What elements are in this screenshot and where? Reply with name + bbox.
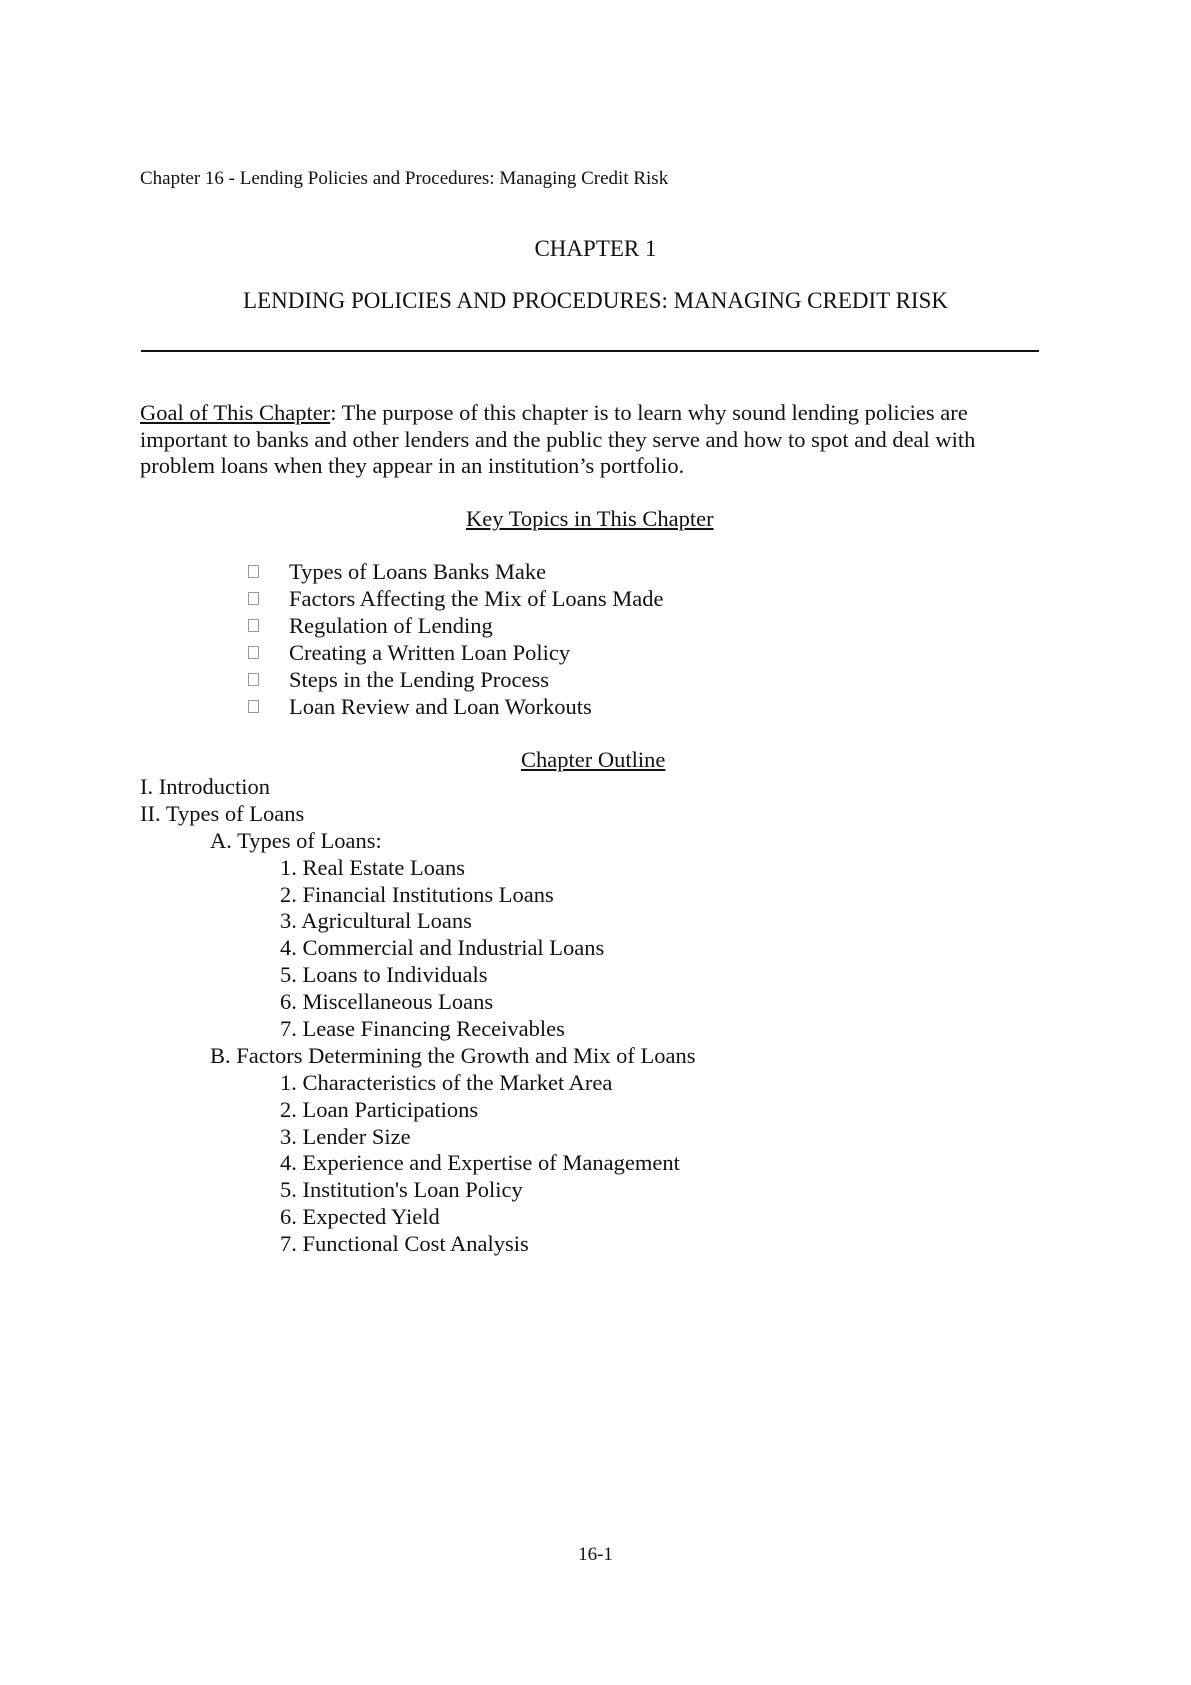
outline-line: 3. Lender Size [280, 1123, 411, 1149]
goal-text: : The purpose of this chapter is to learn why sound lending policies are important to banks and other lenders and the public they serve and how to spot and deal with problem loans when they appear in an institution’s portfolio. [140, 400, 976, 478]
key-topic-item [248, 585, 664, 612]
bullet-box-icon [248, 565, 259, 578]
outline-line: I. Introduction [140, 774, 270, 799]
outline-line: 1. Characteristics of the Market Area [280, 1069, 613, 1095]
outline-line: 5. Institution's Loan Policy [280, 1177, 523, 1203]
outline-line: B. Factors Determining the Growth and Mix of Loans [210, 1042, 696, 1068]
goal-paragraph [140, 400, 1030, 480]
chapter-label: CHAPTER 1 [534, 236, 657, 261]
key-topic-label: Creating a Written Loan Policy [289, 640, 571, 665]
title-divider [141, 350, 1039, 352]
outline-line: II. Types of Loans [140, 800, 305, 826]
outline-line: 4. Commercial and Industrial Loans [280, 935, 605, 961]
goal-label: Goal of This Chapter [140, 400, 331, 425]
outline-line: A. Types of Loans: [210, 827, 382, 853]
outline-line: 1. Real Estate Loans [280, 854, 465, 880]
key-topic-label: Loan Review and Loan Workouts [289, 694, 592, 719]
outline-line: 4. Experience and Expertise of Management [280, 1150, 680, 1176]
key-topics-list [248, 558, 664, 720]
bullet-box-icon [248, 592, 259, 605]
outline-line: 5. Loans to Individuals [280, 962, 488, 988]
outline-heading: Chapter Outline [521, 747, 666, 772]
bullet-box-icon [248, 700, 259, 713]
outline-line: 6. Expected Yield [280, 1204, 440, 1230]
key-topic-label: Types of Loans Banks Make [289, 559, 547, 584]
bullet-box-icon [248, 619, 259, 632]
running-header: Chapter 16 - Lending Policies and Procedures: Managing Credit Risk [140, 168, 669, 189]
chapter-outline [140, 774, 696, 1258]
chapter-title: LENDING POLICIES AND PROCEDURES: MANAGING CREDIT RISK [243, 288, 948, 313]
key-topic-label: Regulation of Lending [289, 613, 493, 638]
outline-line: 3. Agricultural Loans [280, 908, 472, 934]
outline-line: 7. Lease Financing Receivables [280, 1016, 565, 1042]
key-topic-item [248, 639, 664, 666]
bullet-box-icon [248, 646, 259, 659]
key-topic-label: Factors Affecting the Mix of Loans Made [289, 586, 664, 611]
key-topics-heading: Key Topics in This Chapter [466, 506, 714, 531]
key-topic-label: Steps in the Lending Process [289, 667, 549, 692]
page-number: 16-1 [578, 1544, 613, 1565]
key-topic-item [248, 612, 664, 639]
outline-line: 7. Functional Cost Analysis [280, 1231, 529, 1257]
bullet-box-icon [248, 673, 259, 686]
outline-line: 2. Loan Participations [280, 1096, 479, 1122]
key-topic-item [248, 693, 664, 720]
key-topic-item [248, 666, 664, 693]
outline-line: 2. Financial Institutions Loans [280, 881, 554, 907]
key-topic-item [248, 558, 664, 585]
outline-line: 6. Miscellaneous Loans [280, 989, 494, 1015]
